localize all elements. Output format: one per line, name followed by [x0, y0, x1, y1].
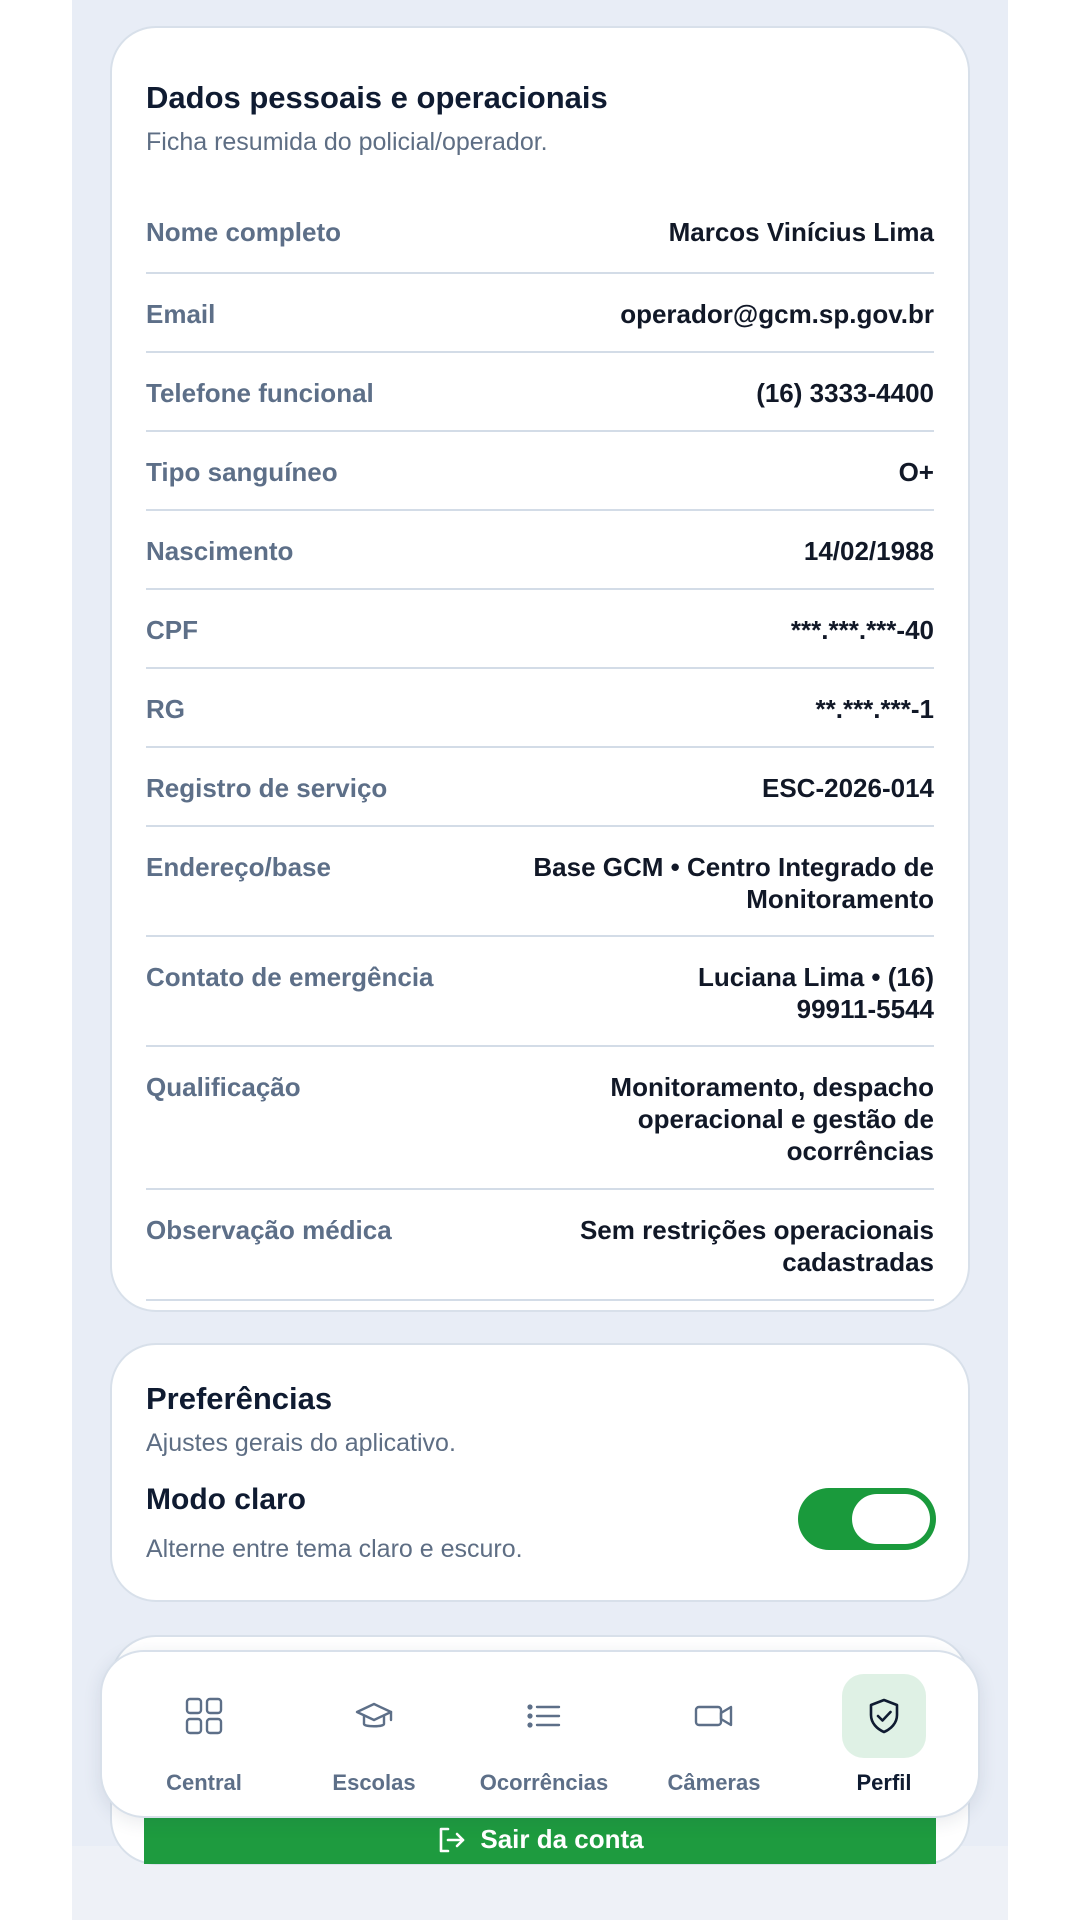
- grid-icon: [162, 1674, 246, 1758]
- row-value: Monitoramento, despacho operacional e gestão de ocorrências: [610, 1072, 934, 1166]
- personal-card-title: Dados pessoais e operacionais: [146, 80, 608, 115]
- row-tipo-sanguineo: [146, 432, 934, 511]
- row-value: Base GCM • Centro Integrado de Monitoramento: [533, 852, 934, 914]
- toggle-knob: [852, 1494, 930, 1544]
- personal-data-list: [146, 192, 934, 1301]
- tab-central[interactable]: [124, 1652, 284, 1820]
- tab-cameras[interactable]: [634, 1652, 794, 1820]
- preferences-subtitle: Ajustes gerais do aplicativo.: [146, 1429, 456, 1457]
- row-label: Contato de emergência: [146, 962, 434, 992]
- row-telefone-funcional: [146, 353, 934, 432]
- logout-button[interactable]: [144, 1818, 936, 1864]
- row-label: RG: [146, 694, 185, 724]
- row-value: ESC-2026-014: [762, 773, 934, 803]
- logout-label: Sair da conta: [480, 1824, 644, 1854]
- personal-data-card: [110, 26, 970, 1312]
- row-endereco-base: [146, 827, 934, 937]
- light-mode-toggle[interactable]: [798, 1488, 936, 1550]
- row-rg: [146, 669, 934, 748]
- bottom-nav: [100, 1650, 980, 1818]
- row-observacao-medica: [146, 1190, 934, 1301]
- row-qualificacao: [146, 1047, 934, 1190]
- row-label: Nascimento: [146, 536, 294, 566]
- row-cpf: [146, 590, 934, 669]
- row-label: Tipo sanguíneo: [146, 457, 338, 487]
- row-label: Registro de serviço: [146, 773, 388, 803]
- light-mode-description: Alterne entre tema claro e escuro.: [146, 1535, 523, 1563]
- row-value: O+: [898, 457, 934, 487]
- row-label: CPF: [146, 615, 198, 645]
- row-nascimento: [146, 511, 934, 590]
- list-icon: [502, 1674, 586, 1758]
- light-mode-title: Modo claro: [146, 1483, 307, 1516]
- row-registro-servico: [146, 748, 934, 827]
- row-value: (16) 3333-4400: [756, 378, 934, 408]
- row-value: ***.***.***-40: [790, 615, 934, 645]
- personal-card-subtitle: Ficha resumida do policial/operador.: [146, 128, 548, 156]
- row-contato-emergencia: [146, 937, 934, 1047]
- tab-perfil[interactable]: [804, 1652, 964, 1820]
- tab-label: Escolas: [332, 1770, 416, 1795]
- row-value: Luciana Lima • (16) 99911-5544: [698, 962, 934, 1024]
- tab-escolas[interactable]: [294, 1652, 454, 1820]
- tab-ocorrencias[interactable]: [464, 1652, 624, 1820]
- row-value: Marcos Vinícius Lima: [668, 217, 934, 247]
- preferences-title: Preferências: [146, 1381, 333, 1416]
- row-value: Sem restrições operacionais cadastradas: [579, 1215, 934, 1277]
- shield-check-icon: [842, 1674, 926, 1758]
- row-nome-completo: [146, 192, 934, 274]
- tab-label: Ocorrências: [479, 1770, 609, 1795]
- tab-label: Perfil: [856, 1770, 912, 1795]
- video-camera-icon: [672, 1674, 756, 1758]
- row-label: Telefone funcional: [146, 378, 374, 408]
- preferences-card: [110, 1343, 970, 1602]
- row-label: Nome completo: [146, 217, 342, 247]
- row-value: 14/02/1988: [803, 536, 934, 566]
- row-value: operador@gcm.sp.gov.br: [620, 299, 934, 329]
- row-label: Email: [146, 299, 216, 329]
- row-label: Observação médica: [146, 1215, 392, 1245]
- row-email: [146, 274, 934, 353]
- logout-icon: [436, 1826, 466, 1854]
- row-value: **.***.***-1: [815, 694, 934, 724]
- school-icon: [332, 1674, 416, 1758]
- tab-label: Câmeras: [667, 1770, 761, 1795]
- row-label: Qualificação: [146, 1072, 301, 1102]
- row-label: Endereço/base: [146, 852, 331, 882]
- tab-label: Central: [166, 1770, 242, 1795]
